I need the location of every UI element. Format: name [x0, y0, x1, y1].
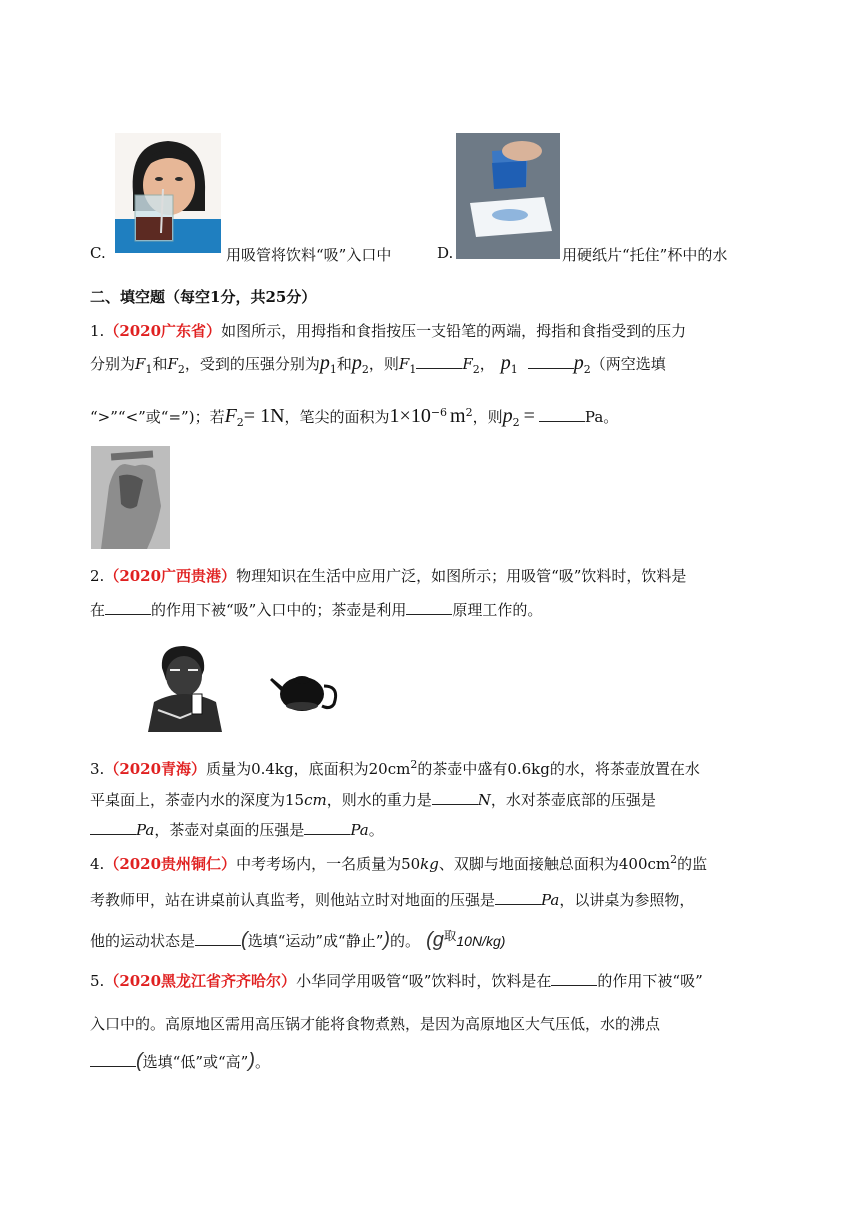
q5-line3	[90, 1050, 270, 1073]
q1-p2c-sub: 2	[512, 416, 520, 429]
q1-line2	[90, 352, 666, 376]
q4-qu: 取	[443, 928, 457, 943]
q1-and-2: 和	[336, 355, 352, 373]
q4-g: g	[432, 929, 444, 951]
q4-text-3c: 的。	[390, 932, 421, 950]
q5-blank-1[interactable]	[551, 971, 597, 986]
q3-blank-3[interactable]	[304, 820, 350, 835]
q3-number: 3.	[90, 760, 105, 778]
q1-f2c-sub: 2	[236, 416, 244, 429]
pencil-hand-image	[91, 446, 170, 549]
q1-text-2b: ，受到的压强分别为	[184, 355, 320, 373]
q1-f2-value: = 1N	[243, 405, 285, 427]
q4-number: 4.	[90, 855, 105, 873]
q1-f1-sub: 1	[145, 363, 153, 376]
q4-line3	[90, 926, 505, 952]
q3-text-2b: ，则水的重力是	[326, 791, 432, 809]
q3-text-1: 质量为0.4kg，底面积为20cm	[206, 760, 411, 778]
q1-f2c: F	[224, 405, 237, 427]
q4-text-1b: 、双脚与地面接触总面积为400cm	[438, 855, 671, 873]
q1-area-unit: m	[450, 405, 466, 427]
q1-f2-sub: 2	[177, 363, 185, 376]
q5-line1	[90, 970, 703, 991]
q1-f2b-sub: 2	[472, 363, 480, 376]
q1-area-unit-exp: 2	[465, 406, 473, 419]
q3-blank-2[interactable]	[90, 820, 136, 835]
q4-paren-left-2: (	[426, 929, 433, 951]
q3-source: （2020青海）	[104, 760, 207, 778]
q2-line2	[90, 599, 542, 620]
q2-text-2b: 的作用下被“吸”入口中的；茶壶是利用	[151, 601, 407, 619]
q2-blank-1[interactable]	[105, 600, 151, 615]
q1-blank-2[interactable]	[528, 354, 574, 369]
q2-source: （2020广西贵港）	[104, 567, 237, 585]
q5-text-1b: 的作用下被“吸”	[597, 972, 703, 990]
q1-equals: =	[523, 405, 535, 427]
q3-pa-unit-1: Pa	[136, 821, 155, 839]
q1-p1: p	[319, 352, 330, 374]
q4-line1	[90, 853, 707, 874]
q5-paren-left: (	[136, 1050, 143, 1072]
q1-f2: F	[167, 355, 178, 373]
q5-number: 5.	[90, 972, 105, 990]
q3-line2	[90, 789, 656, 810]
q3-sup-1: 2	[410, 758, 418, 771]
cup-card-image	[456, 133, 560, 259]
q4-text-2b: ，以讲桌为参照物，	[559, 891, 695, 909]
q1-text-3b: ，笔尖的面积为	[284, 408, 390, 426]
q1-blank-1[interactable]	[416, 354, 462, 369]
q1-text-2a: 分别为	[90, 355, 136, 373]
option-d-text: 用硬纸片“托住”杯中的水	[562, 246, 728, 264]
q5-end: 。	[255, 1053, 271, 1071]
q4-blank-2[interactable]	[195, 931, 241, 946]
q2-blank-2[interactable]	[406, 600, 452, 615]
q1-text-2c: ，则	[368, 355, 399, 373]
q1-area-exp: −6	[430, 406, 448, 419]
q4-paren-left: (	[241, 929, 248, 951]
q2-line1	[90, 565, 686, 586]
q3-text-1b: 的茶壶中盛有0.6kg的水，将茶壶放置在水	[417, 760, 700, 778]
q5-blank-2[interactable]	[90, 1052, 136, 1067]
option-d-label: D.	[437, 244, 454, 262]
q4-blank-1[interactable]	[495, 890, 541, 905]
q1-source: （2020广东省）	[104, 322, 222, 340]
q1-p2: p	[351, 352, 362, 374]
option-c-label: C.	[90, 244, 106, 262]
q4-text-1: 中考考场内，一名质量为50	[236, 855, 421, 873]
q1-text-2d: （两空选填	[590, 355, 666, 373]
q5-paren-right: )	[248, 1050, 256, 1072]
q4-pa-unit: Pa	[541, 891, 560, 909]
q4-paren-right: )	[383, 929, 391, 951]
q1-p2-sub: 2	[361, 363, 369, 376]
q3-text-2c: ，水对茶壶底部的压强是	[490, 791, 656, 809]
q1-p2c: p	[502, 405, 513, 427]
q1-and: 和	[152, 355, 168, 373]
q1-p2b-sub: 2	[583, 363, 591, 376]
q2-text-2c: 原理工作的。	[452, 601, 543, 619]
q5-text-3a: 选填“低”或“高”	[142, 1053, 249, 1071]
q5-line2: 入口中的。高原地区需用高压锅才能将食物煮熟，是因为高原地区大气压低，水的沸点	[90, 1015, 661, 1033]
teapot-image	[268, 660, 342, 716]
q1-text-3c: ，则	[472, 408, 503, 426]
q4-line2	[90, 889, 694, 910]
q4-sup-1: 2	[670, 853, 678, 866]
q4-text-3b: 选填“运动”成“静止”	[247, 932, 384, 950]
q3-text-3a: ，茶壶对桌面的压强是	[154, 821, 305, 839]
q4-kg-unit: kg	[420, 855, 439, 873]
q1-p2b: p	[573, 352, 584, 374]
q1-p1b: p	[500, 352, 511, 374]
q1-number: 1.	[90, 322, 105, 340]
girl-drinking-image	[115, 133, 221, 253]
q3-blank-1[interactable]	[432, 790, 478, 805]
q3-line3	[90, 819, 384, 840]
q1-p1-sub: 1	[329, 363, 337, 376]
q1-f1b-sub: 1	[409, 363, 417, 376]
q1-text-3a: “>”“<”或“=”)；若	[90, 408, 225, 426]
q3-line1	[90, 758, 700, 779]
q2-text-1: 物理知识在生活中应用广泛，如图所示；用吸管“吸”饮料时，饮料是	[236, 567, 687, 585]
q1-line3	[90, 405, 618, 429]
q1-f1: F	[135, 355, 146, 373]
q3-n-unit: N	[477, 791, 491, 809]
q1-pa-unit: Pa。	[584, 408, 619, 426]
q3-pa-unit-2: Pa	[350, 821, 369, 839]
boy-drinking-image	[140, 640, 230, 732]
q4-source: （2020贵州铜仁）	[104, 855, 237, 873]
q4-g-value: 10N/kg)	[456, 933, 506, 949]
q3-cm-unit: cm	[304, 791, 327, 809]
q4-text-2a: 考教师甲，站在讲桌前认真监考，则他站立时对地面的压强是	[90, 891, 496, 909]
q4-text-1c: 的监	[677, 855, 708, 873]
q3-text-2a: 平桌面上，茶壶内水的深度为15	[90, 791, 305, 809]
q5-text-1: 小华同学用吸管“吸”饮料时，饮料是在	[296, 972, 552, 990]
q1-f2b: F	[462, 355, 473, 373]
q3-end: 。	[368, 821, 384, 839]
q1-text-1: 如图所示，用拇指和食指按压一支铅笔的两端，拇指和食指受到的压力	[221, 322, 687, 340]
q4-text-3a: 他的运动状态是	[90, 932, 196, 950]
q1-blank-3[interactable]	[539, 407, 585, 422]
q1-p1b-sub: 1	[510, 363, 518, 376]
option-c-text: 用吸管将饮料“吸”入口中	[226, 246, 392, 264]
q1-area: 1×10	[389, 405, 431, 427]
q1-line1	[90, 320, 686, 341]
q1-f1b: F	[398, 355, 410, 373]
section-title: 二、填空题（每空1分，共25分）	[90, 288, 317, 306]
q2-text-2a: 在	[90, 601, 106, 619]
q5-source: （2020黑龙江省齐齐哈尔）	[104, 972, 297, 990]
q1-comma: ，	[479, 355, 495, 373]
q2-number: 2.	[90, 567, 105, 585]
